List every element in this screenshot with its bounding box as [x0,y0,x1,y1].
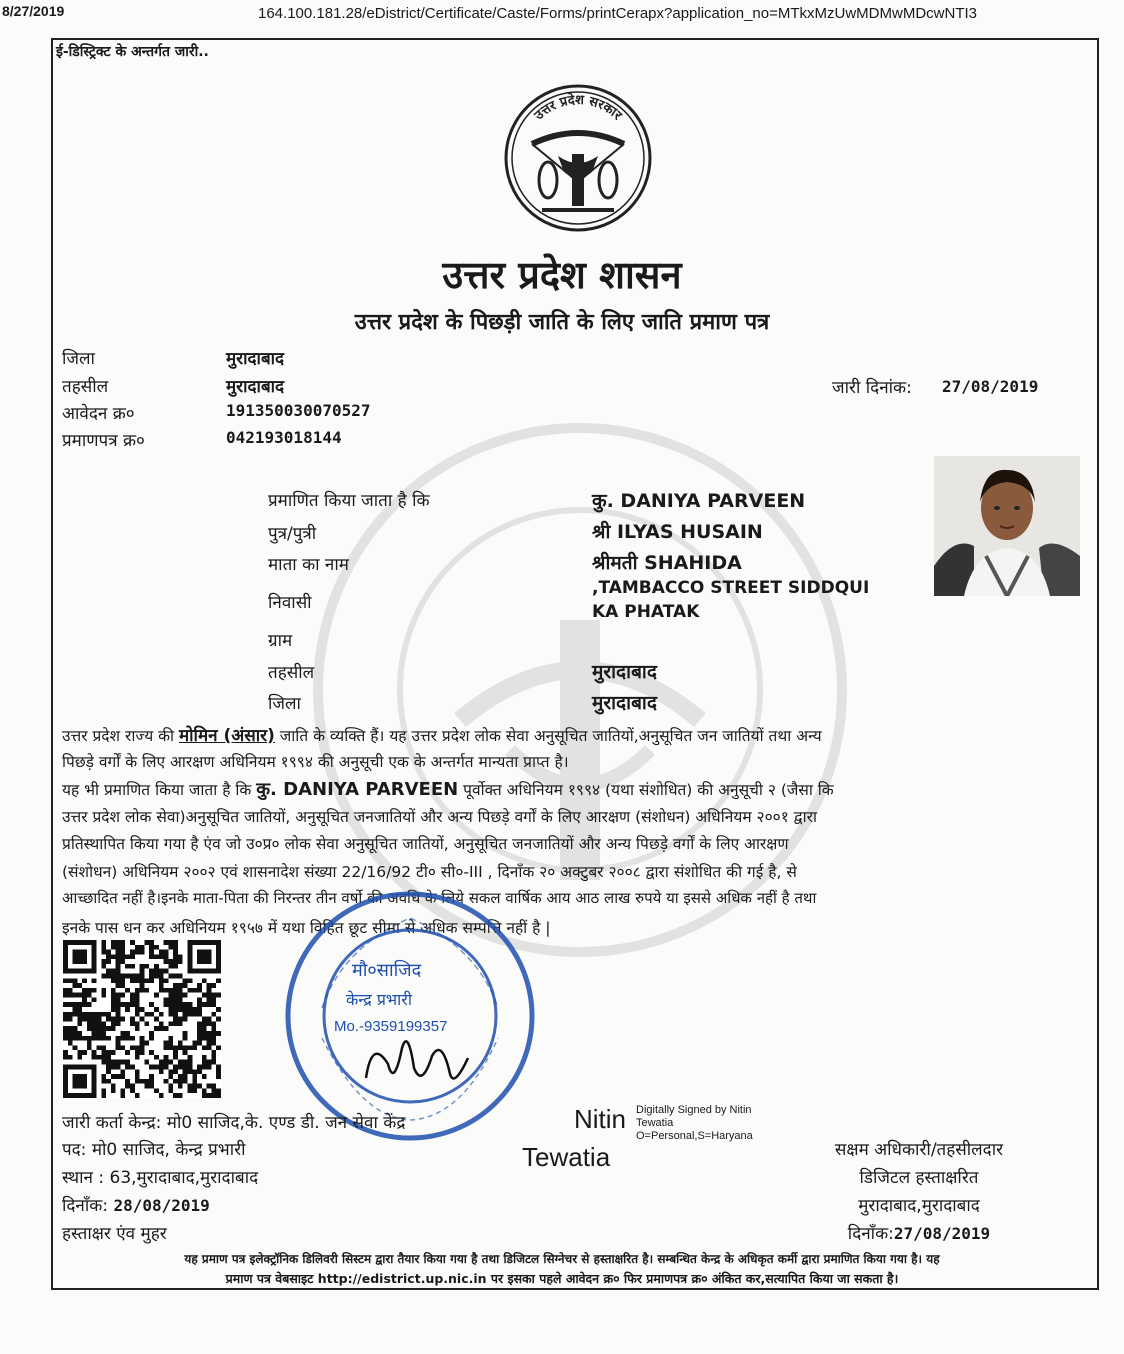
body-text: पूर्वोक्त अधिनियम १९९४ (यथा संशोधित) की अनुसूची २ (जैसा कि [458,781,834,799]
village-label: ग्राम [268,631,293,651]
officer-place: मुरादाबाद,मुरादाबाद [858,1196,980,1216]
emblem-text: उत्तर प्रदेश सरकार [531,92,625,124]
mother-name: श्रीमती SHAHIDA [592,552,742,574]
body-text: यह भी प्रमाणित किया जाता है कि [62,781,257,799]
certified-label: प्रमाणित किया जाता है कि [268,491,430,511]
application-no-value: 191350030070527 [226,401,371,420]
digital-signer-last-name: Tewatia [522,1142,611,1172]
district-value: मुरादाबाद [226,349,285,369]
body-line-1 [62,723,822,746]
print-url: 164.100.181.28/eDistrict/Certificate/Caste/Forms/printCerapx?application_no=MTkxMzUwMDMwMDcwNTI3 [258,5,977,22]
body-text: उत्तर प्रदेश राज्य की [62,727,179,745]
certificate-no-value: 042193018144 [226,428,342,447]
certificate-no-label: प्रमाणपत्र क्र० [62,431,145,451]
issue-date-label: जारी दिनांक: [832,378,912,398]
officer-signature-type: डिजिटल हस्ताक्षरित [859,1168,979,1188]
mother-name-label: माता का नाम [268,555,349,575]
issuer-date [62,1193,210,1216]
tehsil-value: मुरादाबाद [226,377,285,397]
issuer-post: पद: मो0 साजिद, केन्द्र प्रभारी [62,1140,246,1160]
digital-signature-line: O=Personal,S=Haryana [636,1130,753,1142]
district-label: जिला [62,349,95,369]
address-line-2: KA PHATAK [592,602,700,622]
digital-signature-info [636,1104,753,1143]
footer-line-1: यह प्रमाण पत्र इलेक्ट्रॉनिक डिलिवरी सिस्टम द्वारा तैयार किया गया है तथा डिजिटल सिग्नेचर से हस्ताक्षरित है। सम्बन्धित केन्द्र के अधिकृत कर्मी द्वारा प्रमाणित किया गया है। यह [184,1252,940,1266]
print-date: 8/27/2019 [2,3,65,19]
issuing-center: जारी कर्ता केन्द्र: मो0 साजिद,के. एण्ड डी. जन सेवा केंद्र [62,1113,406,1133]
body-line-7: आच्छादित नहीं है।इनके माता-पिता की निरन्तर तीन वर्षो की अवधि के लिये सकल वार्षिक आय आठ लाख रुपये या इससे अधिक नहीं है तथा [62,889,817,907]
officer-date-value: 27/08/2019 [893,1224,991,1243]
application-no-label: आवेदन क्र० [62,404,135,424]
page-title: उत्तर प्रदेश शासन [442,252,682,297]
detail-tehsil-value: मुरादाबाद [592,661,657,683]
issuer-date-label: दिनाँक: [62,1196,114,1216]
father-name: श्री ILYAS HUSAIN [592,521,763,543]
address-line-1: ,TAMBACCO STREET SIDDQUI [592,578,870,598]
digital-signer-first-name: Nitin [574,1104,627,1134]
detail-district-value: मुरादाबाद [592,692,657,714]
child-of-label: पुत्र/पुत्री [268,524,317,544]
tehsil-label: तहसील [62,377,109,397]
body-line-3 [62,777,834,801]
footer-line-2: प्रमाण पत्र वेबसाइट http://edistrict.up.nic.in पर इसका पहले आवेदन क्र० फिर प्रमाणपत्र क्र० अंकित कर,सत्यापित किया जा सकता है। [225,1271,899,1286]
signature-and-seal-label: हस्ताक्षर एंव मुहर [62,1224,167,1244]
caste-name: मोमिन (अंसार) [178,726,275,746]
issuer-date-value: 28/08/2019 [113,1196,210,1215]
stamp-name: मौ०साजिद [352,960,422,981]
official-stamp [282,888,538,1144]
resident-label: निवासी [268,593,312,613]
body-text: जाति के व्यक्ति हैं। यह उत्तर प्रदेश लोक सेवा अनुसूचित जातियों,अनुसूचित जन जातियों तथा अन्य [274,727,822,745]
applicant-name-inline: कु. DANIYA PARVEEN [256,779,459,800]
officer-date-label: दिनाँक: [847,1224,894,1244]
svg-text:उत्तर प्रदेश सरकार [531,92,625,124]
detail-district-label: जिला [268,694,301,714]
digital-signature-line: Digitally Signed by Nitin [636,1104,752,1116]
issuer-place: स्थान : 63,मुरादाबाद,मुरादाबाद [62,1168,259,1188]
page-subtitle: उत्तर प्रदेश के पिछड़ी जाति के लिए जाति प्रमाण पत्र [354,310,770,335]
stamp-designation: केन्द्र प्रभारी [346,990,412,1009]
stamp-mobile: Mo.-9359199357 [334,1018,448,1035]
detail-tehsil-label: तहसील [268,663,315,683]
print-header [0,0,1124,28]
officer-title: सक्षम अधिकारी/तहसीलदार [834,1140,1004,1160]
officer-date [804,1221,1034,1244]
applicant-photo [934,456,1080,596]
applicant-name: कु. DANIYA PARVEEN [592,490,806,512]
body-line-2: पिछड़े वर्गों के लिए आरक्षण अधिनियम १९९४ की अनुसूची एक के अन्तर्गत मान्यता प्राप्त है। [62,753,569,771]
edistrict-label: ई-डिस्ट्रिक्ट के अन्तर्गत जारी.. [56,44,209,60]
digital-signature-line: Tewatia [636,1117,674,1129]
body-line-5: प्रतिस्थापित किया गया है एंव जो उ०प्र० लोक सेवा अनुसूचित जातियों, अनुसूचित जनजातियों और अन्य पिछड़े वर्गों के लिए आरक्षण [62,835,789,853]
qr-code [62,940,222,1098]
issue-date-value: 27/08/2019 [942,377,1039,396]
up-government-emblem-icon [502,82,654,234]
body-line-6: (संशोधन) अधिनियम २००२ एवं शासनादेश संख्या 22/16/92 टी० सी०-III , दिनाँक २० अक्टुबर २००८ द्वारा संशोधित की गई है, से [62,863,797,881]
body-line-4: उत्तर प्रदेश लोक सेवा)अनुसूचित जातियों, अनुसूचित जनजातियों और अन्य पिछड़े वर्गों के लिए आरक्षण (संशोधन) अधिनियम २००१ द्वारा [62,808,817,826]
body-line-8: इनके पास धन कर अधिनियम १९५७ में यथा विहित छूट सीमा से अधिक सम्पत्ति नहीं है | [62,919,551,937]
